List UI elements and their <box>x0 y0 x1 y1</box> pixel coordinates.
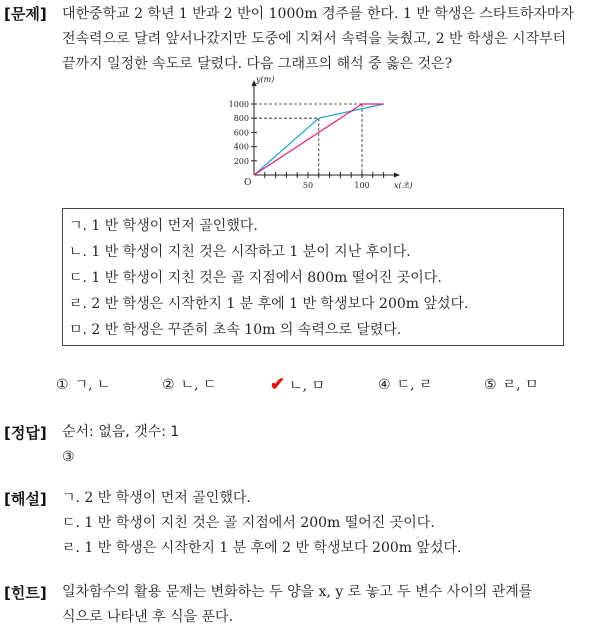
statements-box <box>62 208 564 346</box>
statement-4: ㄹ. 2 반 학생은 시작한지 1 분 후에 1 반 학생보다 200m 앞섰다. <box>69 296 469 312</box>
problem-line: 대한중학교 2 학년 1 반과 2 반이 1000m 경주를 한다. 1 반 학생은 스타트하자마자 <box>62 6 574 22</box>
explanation-line: ㄱ. 2 반 학생이 먼저 골인했다. <box>62 490 251 506</box>
y-tick-label: 200 <box>233 156 249 166</box>
explanation-line: ㄷ. 1 반 학생이 지친 것은 골 지점에서 200m 떨어진 곳이다. <box>62 515 435 531</box>
answer-tag: [정답] <box>4 424 47 442</box>
choice-5[interactable] <box>484 374 539 394</box>
statement-5: ㅁ. 2 반 학생은 꾸준히 초속 10m 의 속력으로 달렸다. <box>69 322 402 338</box>
choice-text: ㄹ, ㅁ <box>502 377 539 393</box>
distance-time-graph <box>228 72 418 200</box>
problem-line: 전속력으로 달려 앞서나갔지만 도중에 지쳐서 속력을 늦췄고, 2 반 학생은 시작부터 <box>62 31 567 47</box>
choice-text: ㄱ, ㄴ <box>74 377 111 393</box>
y-tick-label: 800 <box>233 114 249 124</box>
choice-2[interactable] <box>162 374 217 394</box>
hint-body <box>62 580 588 630</box>
problem-tag: [문제] <box>4 5 47 23</box>
choice-number: ① <box>56 377 69 393</box>
x-tick-label: 50 <box>302 181 314 190</box>
explanation-line: ㄹ. 1 반 학생은 시작한지 1 분 후에 2 반 학생보다 200m 앞섰다. <box>62 540 462 556</box>
x-axis-arrow-icon <box>394 173 400 178</box>
choice-text: ㄷ, ㄹ <box>396 377 433 393</box>
answer-meta: 순서: 없음, 갯수: 1 <box>62 424 180 440</box>
choice-text: ㄴ, ㄷ <box>180 377 217 393</box>
problem-line: 끝까지 일정한 속도로 달렸다. 다음 그래프의 해석 중 옳은 것은? <box>62 56 453 72</box>
y-tick-label: 400 <box>233 142 249 152</box>
answer-value: ③ <box>62 449 75 465</box>
y-axis-label: y(m) <box>256 75 275 84</box>
choice-3[interactable] <box>270 374 325 395</box>
y-tick-label: 600 <box>233 128 249 138</box>
choice-1[interactable] <box>56 374 111 394</box>
hint-line: 식으로 나타낸 후 식을 푼다. <box>62 609 234 625</box>
answer-choices <box>56 374 586 396</box>
choice-number: ② <box>162 377 175 393</box>
y-tick-label: 1000 <box>228 100 249 109</box>
statement-1: ㄱ. 1 반 학생이 먼저 골인했다. <box>69 218 258 234</box>
statement-3: ㄷ. 1 반 학생이 지친 것은 골 지점에서 800m 떨어진 곳이다. <box>69 270 442 286</box>
explanation-tag: [해설] <box>4 490 47 508</box>
x-tick-label: 100 <box>354 181 370 190</box>
explanation-body <box>62 486 588 561</box>
hint-tag: [힌트] <box>4 584 47 602</box>
choice-number: ④ <box>378 377 391 393</box>
graph-axes <box>251 80 400 178</box>
answer-body <box>62 420 588 470</box>
choice-4[interactable] <box>378 374 433 394</box>
x-axis-label: x(초) <box>394 181 413 190</box>
checkmark-icon: ✔ <box>270 374 286 395</box>
choice-text: ㄴ, ㅁ <box>289 378 326 394</box>
problem-text <box>62 2 588 77</box>
statement-2: ㄴ. 1 반 학생이 지친 것은 시작하고 1 분이 지난 후이다. <box>69 244 411 260</box>
choice-number: ⑤ <box>484 377 497 393</box>
origin-label: O <box>244 178 252 188</box>
hint-line: 일차함수의 활용 문제는 변화하는 두 양을 x, y 로 놓고 두 변수 사이의 관계를 <box>62 584 533 600</box>
